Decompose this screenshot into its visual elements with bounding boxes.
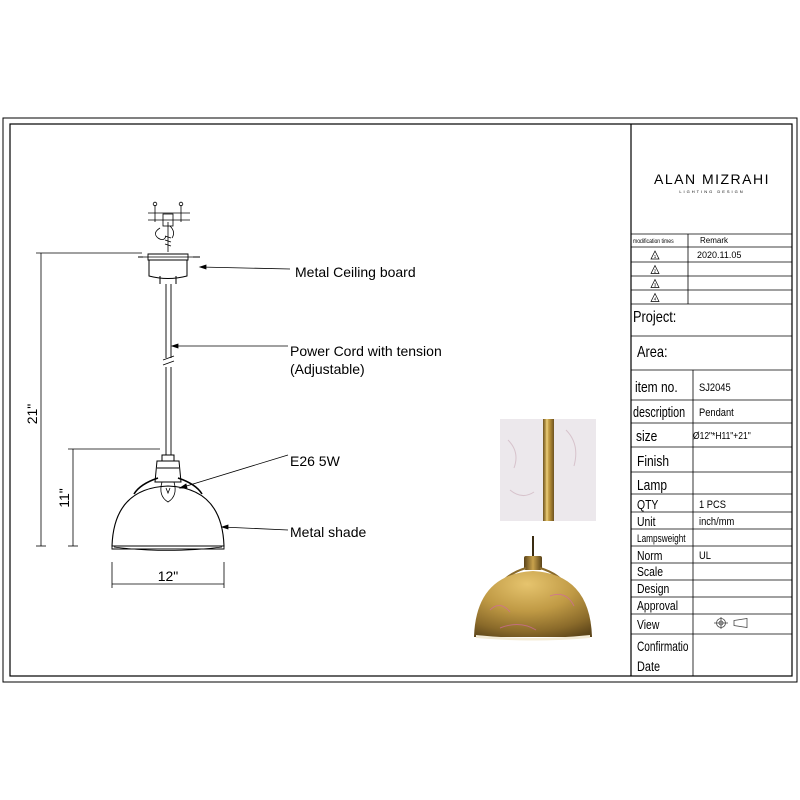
revision-number: 2 xyxy=(653,268,657,274)
callout-power-cord: Power Cord with tension xyxy=(290,343,442,359)
field-unit-value: inch/mm xyxy=(699,516,735,529)
brand-logo xyxy=(654,171,770,194)
dimension-lines xyxy=(36,253,224,588)
field-item-no-value: SJ2045 xyxy=(699,382,731,395)
field-description-value: Pendant xyxy=(699,407,734,420)
finish-swatch-image xyxy=(500,419,596,521)
mounting-hardware xyxy=(148,202,190,252)
field-item-no-label: item no. xyxy=(635,378,678,396)
power-cord xyxy=(163,284,174,455)
field-confirmation-label: Confirmatio xyxy=(637,638,689,655)
field-size-value: Ø12"*H11"+21" xyxy=(693,430,751,442)
revision-row-3 xyxy=(651,280,659,288)
revision-row-4 xyxy=(651,294,659,302)
callout-ceiling-board: Metal Ceiling board xyxy=(295,264,416,280)
revision-number: 4 xyxy=(653,296,657,302)
revision-remark: 2020.11.05 xyxy=(697,250,742,260)
revision-col-remark: Remark xyxy=(700,236,729,245)
dimension-shade-height: 11" xyxy=(56,488,72,508)
field-view-label: View xyxy=(637,617,660,633)
field-project-label: Project: xyxy=(633,308,677,327)
field-area-label: Area: xyxy=(637,343,668,362)
field-date-label: Date xyxy=(636,658,661,675)
pendant-drawing xyxy=(36,202,290,588)
revision-row-2 xyxy=(651,266,659,274)
spec-labels xyxy=(633,309,751,675)
field-qty-label: QTY xyxy=(637,497,659,513)
field-size-label: size xyxy=(636,427,658,445)
callout-bulb: E26 5W xyxy=(290,453,340,469)
dimension-shade-width: 12" xyxy=(157,568,179,584)
revision-row-1 xyxy=(651,250,741,260)
callout-shade: Metal shade xyxy=(290,524,367,540)
field-norm-value: UL xyxy=(699,550,711,563)
title-block xyxy=(631,124,792,676)
bulb xyxy=(161,482,175,502)
field-qty-value: 1 PCS xyxy=(699,499,726,512)
field-scale-label: Scale xyxy=(637,564,664,580)
field-unit-label: Unit xyxy=(637,514,656,530)
field-description-label: description xyxy=(633,403,686,421)
callout-power-cord-note: (Adjustable) xyxy=(290,361,365,377)
brand-tagline: LIGHTING DESIGN xyxy=(679,189,745,194)
projection-view-icon xyxy=(714,617,747,629)
ceiling-canopy xyxy=(138,254,200,284)
revision-number: 1 xyxy=(653,254,657,259)
field-lamp-label: Lamp xyxy=(637,476,668,494)
metal-shade xyxy=(112,486,224,551)
field-norm-label: Norm xyxy=(637,548,663,564)
field-lampsweight-label: Lampsweight xyxy=(637,532,686,546)
product-photo xyxy=(474,536,592,641)
dimension-overall-height: 21" xyxy=(24,403,40,425)
brand-name: ALAN MIZRAHI xyxy=(653,171,771,187)
revision-col-times: modification times xyxy=(633,238,674,246)
lamp-socket xyxy=(155,455,181,482)
field-design-label: Design xyxy=(637,581,670,597)
revision-number: 3 xyxy=(653,282,657,288)
field-finish-label: Finish xyxy=(637,452,670,470)
field-approval-label: Approval xyxy=(637,598,679,614)
